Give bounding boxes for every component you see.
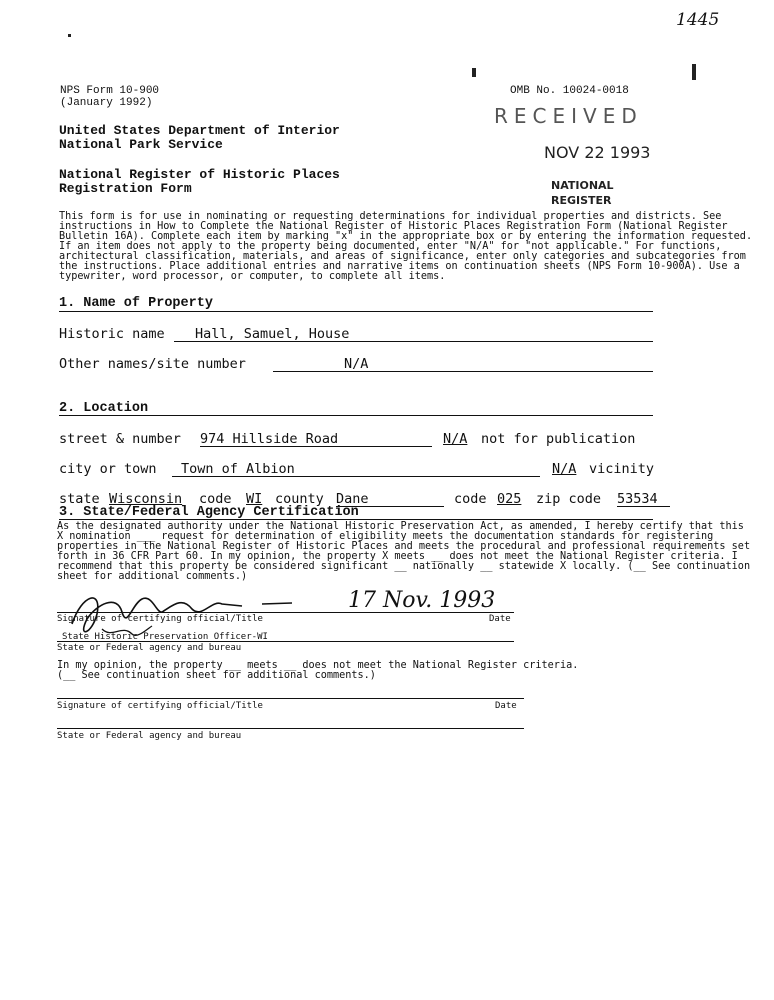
state-code-label: code: [199, 491, 232, 507]
historic-name-line: [174, 341, 653, 342]
city-value[interactable]: Town of Albion: [181, 461, 295, 477]
vicinity-value[interactable]: N/A: [552, 461, 577, 477]
instructions-line: typewriter, word processor, or computer, to complete all items.: [59, 271, 446, 282]
certification-line: properties in the National Register of Historic Places and meets the procedural and professional requirements set: [57, 541, 751, 552]
other-names-value[interactable]: N/A: [344, 356, 369, 372]
stamp-register: REGISTER: [551, 194, 612, 207]
date-label-2: Date: [495, 701, 517, 711]
city-line: [172, 476, 540, 477]
signature-line: [57, 612, 514, 613]
form-date: (January 1992): [60, 97, 153, 109]
certification-line: sheet for additional comments.): [57, 571, 248, 582]
zip-value[interactable]: 53534: [617, 491, 658, 507]
form-title: National Register of Historic Places: [59, 167, 340, 182]
street-value[interactable]: 974 Hillside Road: [200, 431, 339, 447]
county-label: county: [275, 491, 324, 507]
handwritten-page-number: 1445: [676, 10, 720, 30]
vicinity-label: vicinity: [589, 461, 655, 477]
stamp-national: NATIONAL: [551, 179, 614, 192]
state-code-value[interactable]: WI: [246, 491, 263, 507]
department-line: United States Department of Interior: [59, 123, 340, 138]
signature-date-handwritten: 17 Nov. 1993: [348, 588, 496, 613]
other-names-label: Other names/site number: [59, 356, 246, 372]
section-3-heading: 3. State/Federal Agency Certification: [59, 505, 359, 520]
opinion-line: (__ See continuation sheet for additional comments.): [57, 670, 376, 681]
agency-line: [57, 641, 514, 642]
county-code-value[interactable]: 025: [497, 491, 522, 507]
city-label: city or town: [59, 461, 157, 477]
agency-label: State or Federal agency and bureau: [57, 643, 242, 653]
street-line: [200, 446, 432, 447]
agency-line-2: [57, 728, 524, 729]
instructions-line: Bulletin 16A). Complete each item by marking "x" in the appropriate box or by entering the information requested.: [59, 231, 753, 242]
state-label: state: [59, 491, 100, 507]
instructions-line: the instructions. Place additional entries and narrative items on continuation sheets (NPS Form 10-900A). Use a: [59, 261, 740, 272]
instructions-line: instructions in How to Complete the National Register of Historic Places Registration Form (National Register: [59, 221, 728, 232]
signature-label-2: Signature of certifying official/Title: [57, 701, 263, 711]
not-for-publication-label: not for publication: [481, 431, 636, 447]
scan-speck: [472, 68, 476, 77]
instructions-line: architectural classification, materials, and areas of significance, enter only categories and subcategories from: [59, 251, 746, 262]
state-value[interactable]: Wisconsin: [109, 491, 183, 507]
section-2-rule: [59, 415, 653, 416]
omb-number: OMB No. 10024-0018: [510, 85, 629, 97]
certification-line: recommend that this property be considered significant __ nationally __ statewide X locally. (__ See continuation: [57, 561, 751, 572]
section-2-heading: 2. Location: [59, 401, 149, 416]
zip-line: [617, 506, 670, 507]
county-code-label: code: [454, 491, 487, 507]
signature-label: Signature of certifying official/Title: [57, 614, 263, 624]
county-value[interactable]: Dane: [336, 491, 369, 507]
agency-label-2: State or Federal agency and bureau: [57, 731, 242, 741]
certification-line: As the designated authority under the National Historic Preservation Act, as amended, I hereby certify that this: [57, 521, 744, 532]
historic-name-label: Historic name: [59, 326, 165, 342]
form-number: NPS Form 10-900: [60, 85, 160, 97]
instructions-line: If an item does not apply to the property being documented, enter "N/A" for "not applicable." For functions,: [59, 241, 722, 252]
zip-label: zip code: [536, 491, 602, 507]
form-subtitle: Registration Form: [59, 181, 192, 196]
certification-line: X nomination ___ request for determination of eligibility meets the documentation standards for registering: [57, 531, 714, 542]
certification-line: forth in 36 CFR Part 60. In my opinion, the property X meets __ does not meet the National Register criteria. I: [57, 551, 738, 562]
not-for-publication-value[interactable]: N/A: [443, 431, 468, 447]
section-1-heading: 1. Name of Property: [59, 296, 213, 311]
signature-line-2: [57, 698, 524, 699]
section-1-rule: [59, 311, 653, 312]
service-line: National Park Service: [59, 137, 223, 152]
historic-name-value[interactable]: Hall, Samuel, House: [195, 326, 350, 342]
section-3-rule: [59, 519, 653, 520]
other-names-line: [273, 371, 653, 372]
instructions-line: This form is for use in nominating or requesting determinations for individual properties and districts. See: [59, 211, 722, 222]
date-label: Date: [489, 614, 511, 624]
scan-speck: [68, 34, 71, 37]
street-label: street & number: [59, 431, 181, 447]
opinion-line: In my opinion, the property __ meets __ does not meet the National Register criteria.: [57, 660, 579, 671]
received-stamp: RECEIVED: [494, 104, 643, 128]
stamp-date: NOV 22 1993: [544, 143, 651, 162]
agency-value[interactable]: State Historic Preservation Officer-WI: [62, 632, 268, 642]
scan-speck: [692, 64, 696, 80]
